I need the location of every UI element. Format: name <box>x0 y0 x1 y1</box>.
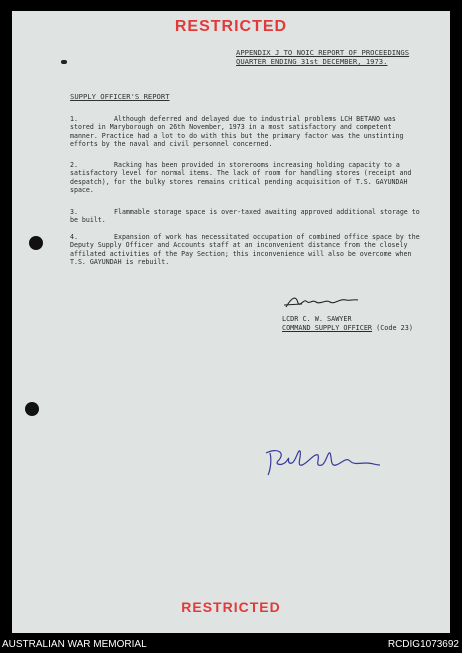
punch-hole-lower <box>25 402 39 416</box>
paragraph-text: Although deferred and delayed due to industrial problems LCH BETANO was stored in Maryborough on 26th November, 1973 in a most satisfactory and competent manner. Practice had a lot to do with this but the primary factor was the unstinting efforts by the naval and civil personnel concerned. <box>70 115 404 149</box>
signatory-title: COMMAND SUPPLY OFFICER <box>282 324 373 332</box>
reference-line-1: APPENDIX J TO NOIC REPORT OF PROCEEDINGS <box>236 48 410 57</box>
signatory-name: LCDR C. W. SAWYER <box>282 315 352 323</box>
punch-hole-upper <box>29 236 43 250</box>
signature-block <box>282 315 413 333</box>
institution-label: AUSTRALIAN WAR MEMORIAL <box>2 639 147 650</box>
archive-id: RCDIG1073692 <box>387 639 459 650</box>
restricted-stamp-bottom: RESTRICTED <box>181 599 281 615</box>
reference-block <box>236 48 409 66</box>
restricted-stamp-top: RESTRICTED <box>174 18 288 35</box>
paragraph-2 <box>70 161 422 195</box>
paragraph-text: Racking has been provided in storerooms increasing holding capacity to a satisfactory level for normal items. The lack of room for handling stores (receipt and despatch), for the bulky stores remains critical pending acquisition of T.S. GAYUNDAH space. <box>70 161 412 195</box>
reference-line-2: QUARTER ENDING 31st DECEMBER, 1973. <box>236 57 388 66</box>
paragraph-1 <box>70 115 422 149</box>
signatory-code: (Code 23) <box>376 324 413 332</box>
archive-footer <box>0 637 462 653</box>
paragraph-number: 3. <box>70 208 78 216</box>
handwritten-signature <box>264 443 384 479</box>
report-heading: SUPPLY OFFICER'S REPORT <box>70 92 170 101</box>
document-page <box>12 11 450 633</box>
paragraph-text: Flammable storage space is over-taxed awaiting approved additional storage to be built. <box>70 208 420 225</box>
staple-mark <box>61 60 67 64</box>
paragraph-text: Expansion of work has necessitated occupation of combined office space by the Deputy Supply Officer and Accounts staff at an inconvenient distance from the closely affilated activities of the Pay Section; this inconvenience will also be overcome when T.S. GAYUNDAH is rebuilt. <box>70 233 420 267</box>
paragraph-4 <box>70 233 422 267</box>
sawyer-signature <box>282 293 362 311</box>
paragraph-number: 2. <box>70 161 78 169</box>
paragraph-3 <box>70 208 422 225</box>
paragraph-number: 1. <box>70 115 78 123</box>
paragraph-number: 4. <box>70 233 78 241</box>
